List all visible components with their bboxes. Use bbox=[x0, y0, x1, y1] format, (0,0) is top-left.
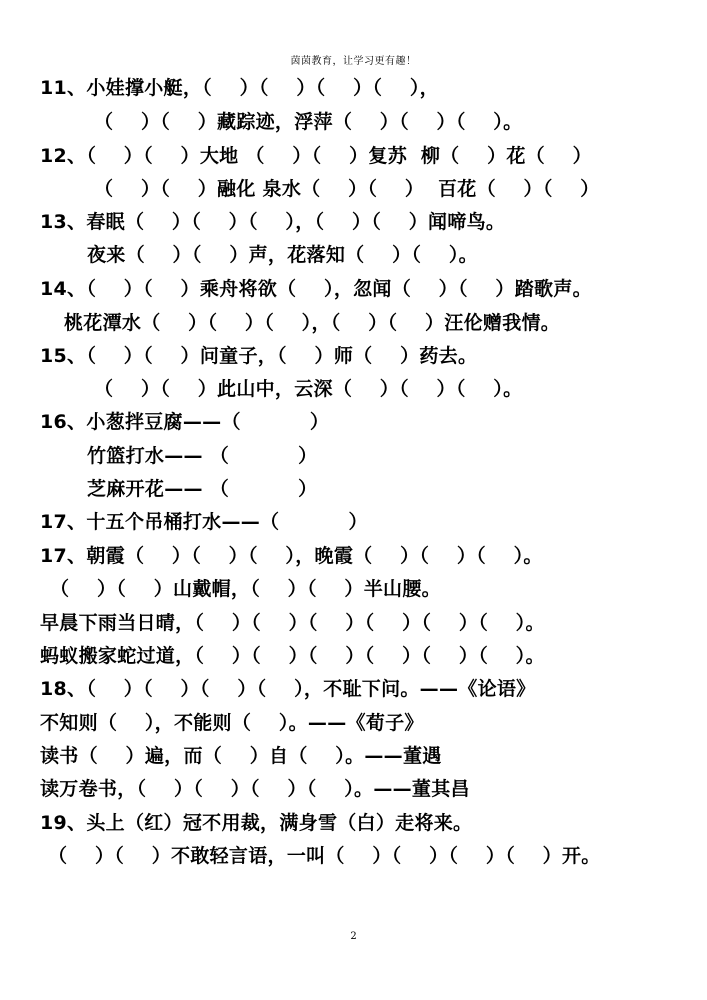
text-line-16: （ ）（ ）山戴帽，（ ）（ ）半山腰。 bbox=[50, 578, 441, 600]
page-number: 2 bbox=[350, 931, 357, 942]
text-line-9: 15、（ ）（ ）问童子，（ ）师（ ）药去。 bbox=[40, 345, 478, 367]
text-line-22: 读万卷书，（ ）（ ）（ ）（ ）。——董其昌 bbox=[40, 778, 470, 800]
page-header: 茵茵教育，让学习更有趣！ bbox=[290, 56, 417, 67]
text-line-8: 桃花潭水（ ）（ ）（ ），（ ）（ ）汪伦赠我情。 bbox=[64, 312, 561, 334]
text-line-1: 11、小娃撑小艇，（ ）（ ）（ ）（ ）， bbox=[40, 77, 439, 99]
text-line-3: 12、（ ）（ ）大地 （ ）（ ）复苏 柳（ ）花（ ） bbox=[40, 145, 592, 167]
text-line-14: 17、十五个吊桶打水——（ ） bbox=[40, 511, 368, 533]
text-line-15: 17、朝霞（ ）（ ）（ ），晚霞（ ）（ ）（ ）。 bbox=[40, 545, 543, 567]
text-line-7: 14、（ ）（ ）乘舟将欲（ ），忽闻（ ）（ ）踏歌声。 bbox=[40, 278, 592, 300]
text-line-23: 19、头上（红）冠不用裁，满身雪（白）走将来。 bbox=[40, 812, 473, 834]
text-line-11: 16、小葱拌豆腐——（ ） bbox=[40, 411, 330, 433]
text-line-5: 13、春眠（ ）（ ）（ ），（ ）（ ）闻啼鸟。 bbox=[40, 211, 506, 233]
text-line-6: 夜来（ ）（ ）声，花落知（ ）（ ）。 bbox=[87, 244, 478, 266]
text-line-18: 蚂蚁搬家蛇过道，（ ）（ ）（ ）（ ）（ ）（ ）。 bbox=[40, 645, 545, 667]
text-line-19: 18、（ ）（ ）（ ）（ ），不耻下问。——《论语》 bbox=[40, 678, 536, 700]
text-line-4: （ ）（ ）融化 泉水（ ）（ ） 百花（ ）（ ） bbox=[94, 178, 600, 200]
text-line-10: （ ）（ ）此山中，云深（ ）（ ）（ ）。 bbox=[94, 378, 523, 400]
text-line-17: 早晨下雨当日晴，（ ）（ ）（ ）（ ）（ ）（ ）。 bbox=[40, 612, 545, 634]
text-line-24: （ ）（ ）不敢轻言语，一叫（ ）（ ）（ ）（ ）开。 bbox=[48, 845, 601, 867]
text-line-2: （ ）（ ）藏踪迹，浮萍（ ）（ ）（ ）。 bbox=[94, 111, 523, 133]
text-line-21: 读书（ ）遍，而（ ）自（ ）。——董遇 bbox=[40, 745, 442, 767]
text-line-20: 不知则（ ），不能则（ ）。——《荀子》 bbox=[40, 712, 424, 734]
text-line-12: 竹篮打水—— （ ） bbox=[87, 445, 318, 467]
text-line-13: 芝麻开花—— （ ） bbox=[87, 478, 318, 500]
